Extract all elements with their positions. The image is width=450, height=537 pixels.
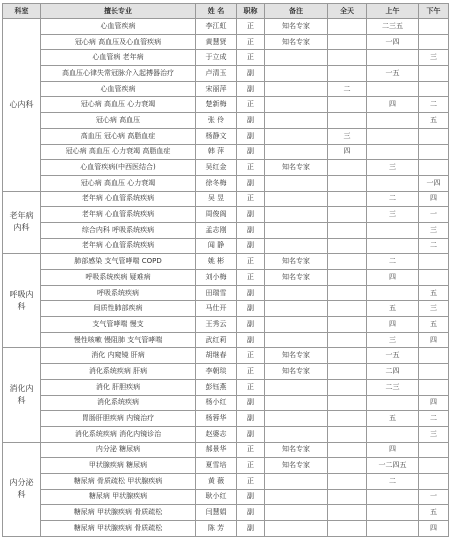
notes-cell: [265, 66, 328, 82]
notes-cell: 知名专家: [265, 270, 328, 286]
specialty-cell: 糖尿病 骨质疏松 甲状腺疾病: [41, 473, 196, 489]
title-cell: 副: [237, 426, 265, 442]
specialty-cell: 心血管病 老年病: [41, 50, 196, 66]
notes-cell: 知名专家: [265, 19, 328, 35]
morning-cell: 三: [367, 160, 419, 176]
afternoon-cell: 五: [419, 317, 449, 333]
specialty-cell: 老年病 心血管系统疾病: [41, 238, 196, 254]
title-cell: 正: [237, 50, 265, 66]
title-cell: 副: [237, 207, 265, 223]
full-day-cell: [328, 285, 367, 301]
notes-cell: 知名专家: [265, 458, 328, 474]
dept-cell: 内分泌科: [3, 442, 41, 536]
doctor-name-cell: 吴红金: [196, 160, 237, 176]
notes-cell: [265, 222, 328, 238]
notes-cell: [265, 411, 328, 427]
doctor-name-cell: 卢清玉: [196, 66, 237, 82]
full-day-cell: [328, 521, 367, 537]
afternoon-cell: 三: [419, 50, 449, 66]
header-title: 职称: [237, 4, 265, 19]
dept-cell: 呼吸内科: [3, 254, 41, 348]
afternoon-cell: [419, 128, 449, 144]
afternoon-cell: 四: [419, 191, 449, 207]
notes-cell: [265, 128, 328, 144]
title-cell: 副: [237, 128, 265, 144]
table-row: [3, 113, 449, 129]
specialty-cell: 消化 内窥镜 肝病: [41, 348, 196, 364]
morning-cell: [367, 175, 419, 191]
specialty-cell: 肺部感染 支气管哮喘 COPD: [41, 254, 196, 270]
full-day-cell: [328, 34, 367, 50]
morning-cell: 四: [367, 97, 419, 113]
specialty-cell: 冠心病 高血压 心力衰竭: [41, 97, 196, 113]
full-day-cell: [328, 458, 367, 474]
afternoon-cell: 二: [419, 238, 449, 254]
notes-cell: [265, 97, 328, 113]
afternoon-cell: [419, 19, 449, 35]
full-day-cell: [328, 317, 367, 333]
table-row: [3, 270, 449, 286]
title-cell: 正: [237, 254, 265, 270]
specialty-cell: 冠心病 高血压及心血管疾病: [41, 34, 196, 50]
table-row: [3, 207, 449, 223]
table-row: [3, 285, 449, 301]
full-day-cell: [328, 364, 367, 380]
header-morning: 上午: [367, 4, 419, 19]
full-day-cell: [328, 222, 367, 238]
doctor-name-cell: 陈 芳: [196, 521, 237, 537]
table-row: [3, 317, 449, 333]
doctor-name-cell: 李朝琰: [196, 364, 237, 380]
full-day-cell: [328, 175, 367, 191]
morning-cell: 二四: [367, 364, 419, 380]
doctor-name-cell: 王秀云: [196, 317, 237, 333]
doctor-name-cell: 周俊阁: [196, 207, 237, 223]
table-row: [3, 411, 449, 427]
morning-cell: 四: [367, 270, 419, 286]
afternoon-cell: [419, 458, 449, 474]
title-cell: 副: [237, 113, 265, 129]
header-specialty: 擅长专业: [41, 4, 196, 19]
doctor-name-cell: 刘小梅: [196, 270, 237, 286]
full-day-cell: [328, 348, 367, 364]
notes-cell: [265, 395, 328, 411]
morning-cell: [367, 113, 419, 129]
table-row: [3, 19, 449, 35]
full-day-cell: 三: [328, 128, 367, 144]
notes-cell: [265, 301, 328, 317]
afternoon-cell: [419, 364, 449, 380]
afternoon-cell: 五: [419, 285, 449, 301]
full-day-cell: [328, 113, 367, 129]
afternoon-cell: 一: [419, 489, 449, 505]
table-row: [3, 332, 449, 348]
header-full-day: 全天: [328, 4, 367, 19]
title-cell: 正: [237, 270, 265, 286]
full-day-cell: 四: [328, 144, 367, 160]
doctor-name-cell: 武红莉: [196, 332, 237, 348]
table-row: [3, 160, 449, 176]
notes-cell: 知名专家: [265, 348, 328, 364]
afternoon-cell: [419, 66, 449, 82]
doctor-name-cell: 闻 静: [196, 238, 237, 254]
afternoon-cell: 四: [419, 521, 449, 537]
afternoon-cell: 二: [419, 411, 449, 427]
full-day-cell: [328, 207, 367, 223]
afternoon-cell: 五: [419, 113, 449, 129]
table-row: [3, 144, 449, 160]
full-day-cell: [328, 442, 367, 458]
title-cell: 正: [237, 160, 265, 176]
specialty-cell: 胃肠肝胆疾病 内镜治疗: [41, 411, 196, 427]
table-row: [3, 473, 449, 489]
afternoon-cell: 五: [419, 505, 449, 521]
full-day-cell: [328, 473, 367, 489]
afternoon-cell: [419, 270, 449, 286]
title-cell: 正: [237, 97, 265, 113]
table-row: [3, 222, 449, 238]
title-cell: 副: [237, 66, 265, 82]
full-day-cell: [328, 238, 367, 254]
full-day-cell: [328, 332, 367, 348]
table-row: [3, 50, 449, 66]
title-cell: 副: [237, 395, 265, 411]
table-row: [3, 426, 449, 442]
doctor-name-cell: 彭钰燕: [196, 379, 237, 395]
doctor-name-cell: 田瑞雪: [196, 285, 237, 301]
morning-cell: [367, 426, 419, 442]
full-day-cell: [328, 97, 367, 113]
afternoon-cell: 四: [419, 395, 449, 411]
doctor-name-cell: 耿小红: [196, 489, 237, 505]
doctor-name-cell: 张 伶: [196, 113, 237, 129]
afternoon-cell: 一: [419, 207, 449, 223]
morning-cell: 一二四五: [367, 458, 419, 474]
full-day-cell: [328, 66, 367, 82]
header-row: [3, 4, 449, 19]
doctor-name-cell: 闫慧娟: [196, 505, 237, 521]
morning-cell: [367, 222, 419, 238]
notes-cell: [265, 521, 328, 537]
full-day-cell: [328, 395, 367, 411]
table-row: [3, 301, 449, 317]
doctor-name-cell: 宋丽萍: [196, 81, 237, 97]
title-cell: 副: [237, 505, 265, 521]
notes-cell: 知名专家: [265, 442, 328, 458]
morning-cell: 二三: [367, 379, 419, 395]
specialty-cell: 冠心病 高血压: [41, 113, 196, 129]
specialty-cell: 高血压心律失常冠脉介入起搏器治疗: [41, 66, 196, 82]
morning-cell: [367, 50, 419, 66]
notes-cell: [265, 50, 328, 66]
table-row: [3, 66, 449, 82]
afternoon-cell: 三: [419, 301, 449, 317]
title-cell: 正: [237, 458, 265, 474]
morning-cell: [367, 285, 419, 301]
specialty-cell: 内分泌 糖尿病: [41, 442, 196, 458]
morning-cell: 一五: [367, 348, 419, 364]
table-body: [3, 19, 449, 537]
specialty-cell: 甲状腺疾病 糖尿病: [41, 458, 196, 474]
dept-cell: 老年病内科: [3, 191, 41, 254]
afternoon-cell: [419, 254, 449, 270]
full-day-cell: [328, 160, 367, 176]
full-day-cell: [328, 301, 367, 317]
afternoon-cell: 一四: [419, 175, 449, 191]
doctor-name-cell: 吴 昱: [196, 191, 237, 207]
doctor-schedule-table: [2, 3, 449, 537]
doctor-name-cell: 马仕开: [196, 301, 237, 317]
specialty-cell: 心血管疾病(中西医结合): [41, 160, 196, 176]
header-notes: 备注: [265, 4, 328, 19]
specialty-cell: 间质性肺部疾病: [41, 301, 196, 317]
notes-cell: 知名专家: [265, 34, 328, 50]
doctor-name-cell: 杨蓉华: [196, 411, 237, 427]
header-name: 姓 名: [196, 4, 237, 19]
specialty-cell: 支气管哮喘 慢支: [41, 317, 196, 333]
doctor-name-cell: 于立成: [196, 50, 237, 66]
full-day-cell: [328, 505, 367, 521]
morning-cell: [367, 128, 419, 144]
title-cell: 副: [237, 238, 265, 254]
table-header: [3, 4, 449, 19]
table-row: [3, 97, 449, 113]
afternoon-cell: [419, 442, 449, 458]
doctor-name-cell: 黄慧贤: [196, 34, 237, 50]
title-cell: 副: [237, 317, 265, 333]
title-cell: 正: [237, 191, 265, 207]
notes-cell: 知名专家: [265, 254, 328, 270]
doctor-name-cell: 杨静文: [196, 128, 237, 144]
specialty-cell: 慢性咳嗽 慢阻肺 支气管哮喘: [41, 332, 196, 348]
specialty-cell: 高血压 冠心病 高脂血症: [41, 128, 196, 144]
morning-cell: [367, 521, 419, 537]
table-row: [3, 34, 449, 50]
specialty-cell: 糖尿病 甲状腺疾病: [41, 489, 196, 505]
specialty-cell: 冠心病 高血压 心力衰竭: [41, 175, 196, 191]
morning-cell: [367, 238, 419, 254]
afternoon-cell: [419, 144, 449, 160]
full-day-cell: [328, 426, 367, 442]
table-row: [3, 458, 449, 474]
morning-cell: [367, 505, 419, 521]
doctor-name-cell: 孟志刚: [196, 222, 237, 238]
morning-cell: 四: [367, 317, 419, 333]
table-row: [3, 364, 449, 380]
notes-cell: [265, 332, 328, 348]
afternoon-cell: 四: [419, 332, 449, 348]
notes-cell: [265, 207, 328, 223]
table-row: [3, 489, 449, 505]
notes-cell: [265, 81, 328, 97]
table-row: [3, 238, 449, 254]
notes-cell: [265, 317, 328, 333]
specialty-cell: 老年病 心血管系统疾病: [41, 191, 196, 207]
full-day-cell: [328, 379, 367, 395]
title-cell: 正: [237, 442, 265, 458]
morning-cell: 二: [367, 473, 419, 489]
doctor-name-cell: 郝景华: [196, 442, 237, 458]
table-row: [3, 521, 449, 537]
title-cell: 正: [237, 34, 265, 50]
afternoon-cell: [419, 348, 449, 364]
morning-cell: 四: [367, 442, 419, 458]
specialty-cell: 糖尿病 甲状腺疾病 骨质疏松: [41, 521, 196, 537]
title-cell: 正: [237, 379, 265, 395]
title-cell: 副: [237, 411, 265, 427]
table-row: [3, 191, 449, 207]
morning-cell: 一四: [367, 34, 419, 50]
morning-cell: 五: [367, 411, 419, 427]
notes-cell: [265, 191, 328, 207]
title-cell: 副: [237, 301, 265, 317]
doctor-name-cell: 胡继春: [196, 348, 237, 364]
afternoon-cell: [419, 379, 449, 395]
title-cell: 正: [237, 364, 265, 380]
morning-cell: [367, 144, 419, 160]
doctor-name-cell: 黄 薇: [196, 473, 237, 489]
morning-cell: 五: [367, 301, 419, 317]
specialty-cell: 消化系统疾病 肝病: [41, 364, 196, 380]
specialty-cell: 消化系统疾病: [41, 395, 196, 411]
title-cell: 副: [237, 175, 265, 191]
dept-cell: 消化内科: [3, 348, 41, 442]
morning-cell: [367, 489, 419, 505]
specialty-cell: 老年病 心血管系统疾病: [41, 207, 196, 223]
notes-cell: [265, 238, 328, 254]
specialty-cell: 心血管疾病: [41, 19, 196, 35]
title-cell: 正: [237, 473, 265, 489]
title-cell: 副: [237, 332, 265, 348]
title-cell: 副: [237, 81, 265, 97]
specialty-cell: 消化系统疾病 消化内镜诊治: [41, 426, 196, 442]
notes-cell: [265, 489, 328, 505]
title-cell: 副: [237, 144, 265, 160]
full-day-cell: [328, 270, 367, 286]
table-row: [3, 379, 449, 395]
morning-cell: 一五: [367, 66, 419, 82]
table-row: [3, 505, 449, 521]
notes-cell: 知名专家: [265, 364, 328, 380]
full-day-cell: [328, 489, 367, 505]
doctor-name-cell: 韩 萍: [196, 144, 237, 160]
morning-cell: 二三五: [367, 19, 419, 35]
afternoon-cell: 二: [419, 97, 449, 113]
specialty-cell: 消化 肝胆疾病: [41, 379, 196, 395]
specialty-cell: 呼吸系统疾病 疑难病: [41, 270, 196, 286]
notes-cell: 知名专家: [265, 160, 328, 176]
table-row: [3, 175, 449, 191]
table-row: [3, 128, 449, 144]
morning-cell: 三: [367, 332, 419, 348]
title-cell: 正: [237, 348, 265, 364]
full-day-cell: 二: [328, 81, 367, 97]
specialty-cell: 呼吸系统疾病: [41, 285, 196, 301]
title-cell: 副: [237, 222, 265, 238]
title-cell: 副: [237, 489, 265, 505]
full-day-cell: [328, 191, 367, 207]
afternoon-cell: [419, 473, 449, 489]
specialty-cell: 综合内科 呼吸系统疾病: [41, 222, 196, 238]
morning-cell: 三: [367, 207, 419, 223]
table-row: [3, 395, 449, 411]
afternoon-cell: 三: [419, 426, 449, 442]
doctor-name-cell: 楚新梅: [196, 97, 237, 113]
doctor-name-cell: 徐冬梅: [196, 175, 237, 191]
title-cell: 副: [237, 521, 265, 537]
header-dept: 科室: [3, 4, 41, 19]
specialty-cell: 心血管疾病: [41, 81, 196, 97]
notes-cell: [265, 505, 328, 521]
doctor-name-cell: 李江虹: [196, 19, 237, 35]
morning-cell: 二: [367, 191, 419, 207]
doctor-name-cell: 姚 彬: [196, 254, 237, 270]
specialty-cell: 冠心病 高血压 心力衰竭 高脂血症: [41, 144, 196, 160]
table-row: [3, 81, 449, 97]
morning-cell: 二: [367, 254, 419, 270]
notes-cell: [265, 426, 328, 442]
table-row: [3, 442, 449, 458]
dept-cell: 心内科: [3, 19, 41, 192]
full-day-cell: [328, 50, 367, 66]
afternoon-cell: [419, 160, 449, 176]
header-afternoon: 下午: [419, 4, 449, 19]
notes-cell: [265, 175, 328, 191]
afternoon-cell: [419, 81, 449, 97]
doctor-name-cell: 赵婆志: [196, 426, 237, 442]
morning-cell: [367, 395, 419, 411]
notes-cell: [265, 144, 328, 160]
notes-cell: [265, 379, 328, 395]
morning-cell: [367, 81, 419, 97]
title-cell: 正: [237, 19, 265, 35]
doctor-name-cell: 杨小红: [196, 395, 237, 411]
specialty-cell: 糖尿病 甲状腺疾病 骨质疏松: [41, 505, 196, 521]
title-cell: 副: [237, 285, 265, 301]
notes-cell: [265, 473, 328, 489]
afternoon-cell: 三: [419, 222, 449, 238]
afternoon-cell: [419, 34, 449, 50]
full-day-cell: [328, 19, 367, 35]
notes-cell: [265, 285, 328, 301]
table-row: [3, 348, 449, 364]
full-day-cell: [328, 411, 367, 427]
full-day-cell: [328, 254, 367, 270]
notes-cell: [265, 113, 328, 129]
doctor-name-cell: 夏雪培: [196, 458, 237, 474]
table-row: [3, 254, 449, 270]
